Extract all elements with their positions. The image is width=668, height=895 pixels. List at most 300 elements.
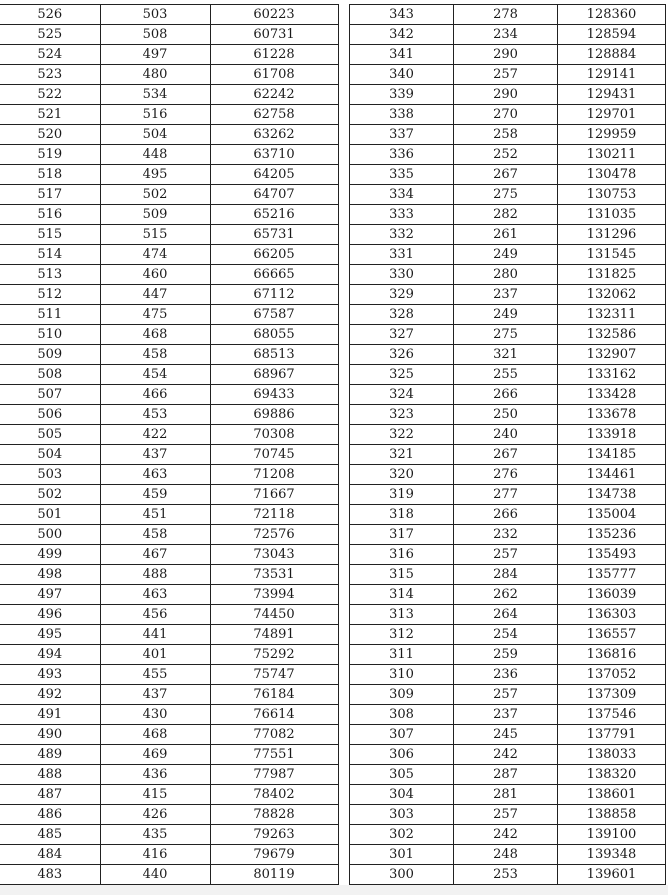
count-cell: 237 xyxy=(454,705,558,725)
count-cell: 284 xyxy=(454,565,558,585)
score-cell: 341 xyxy=(350,45,454,65)
table-row xyxy=(350,45,666,65)
table-row xyxy=(0,685,338,705)
cumulative-cell: 135777 xyxy=(558,565,666,585)
cumulative-cell: 69433 xyxy=(210,385,338,405)
cumulative-cell: 133918 xyxy=(558,425,666,445)
count-cell: 468 xyxy=(100,325,210,345)
count-cell: 282 xyxy=(454,205,558,225)
cumulative-cell: 75292 xyxy=(210,645,338,665)
score-cell: 498 xyxy=(0,565,100,585)
count-cell: 495 xyxy=(100,165,210,185)
score-cell: 329 xyxy=(350,285,454,305)
score-cell: 509 xyxy=(0,345,100,365)
count-cell: 454 xyxy=(100,365,210,385)
cumulative-cell: 137309 xyxy=(558,685,666,705)
count-cell: 290 xyxy=(454,85,558,105)
count-cell: 458 xyxy=(100,525,210,545)
count-cell: 441 xyxy=(100,625,210,645)
cumulative-cell: 79679 xyxy=(210,845,338,865)
count-cell: 262 xyxy=(454,585,558,605)
count-cell: 287 xyxy=(454,765,558,785)
cumulative-cell: 75747 xyxy=(210,665,338,685)
cumulative-cell: 65216 xyxy=(210,205,338,225)
score-cell: 526 xyxy=(0,5,100,25)
cumulative-cell: 134461 xyxy=(558,465,666,485)
table-row xyxy=(350,365,666,385)
cumulative-cell: 67587 xyxy=(210,305,338,325)
table-row xyxy=(350,585,666,605)
score-cell: 312 xyxy=(350,625,454,645)
table-row xyxy=(0,625,338,645)
cumulative-cell: 66665 xyxy=(210,265,338,285)
score-cell: 333 xyxy=(350,205,454,225)
score-cell: 321 xyxy=(350,445,454,465)
table-row xyxy=(0,345,338,365)
table-row xyxy=(0,405,338,425)
count-cell: 455 xyxy=(100,665,210,685)
table-row xyxy=(350,525,666,545)
count-cell: 437 xyxy=(100,445,210,465)
cumulative-cell: 139100 xyxy=(558,825,666,845)
table-row xyxy=(0,725,338,745)
cumulative-cell: 71208 xyxy=(210,465,338,485)
cumulative-cell: 133162 xyxy=(558,365,666,385)
score-cell: 485 xyxy=(0,825,100,845)
count-cell: 253 xyxy=(454,865,558,885)
table-row xyxy=(350,385,666,405)
cumulative-cell: 137791 xyxy=(558,725,666,745)
cumulative-cell: 130753 xyxy=(558,185,666,205)
count-cell: 290 xyxy=(454,45,558,65)
count-cell: 264 xyxy=(454,605,558,625)
score-cell: 332 xyxy=(350,225,454,245)
table-row xyxy=(350,225,666,245)
table-row xyxy=(350,645,666,665)
count-cell: 468 xyxy=(100,725,210,745)
cumulative-cell: 73043 xyxy=(210,545,338,565)
score-cell: 516 xyxy=(0,205,100,225)
cumulative-cell: 135004 xyxy=(558,505,666,525)
score-cell: 314 xyxy=(350,585,454,605)
count-cell: 415 xyxy=(100,785,210,805)
score-cell: 483 xyxy=(0,865,100,885)
cumulative-cell: 76184 xyxy=(210,685,338,705)
cumulative-cell: 67112 xyxy=(210,285,338,305)
count-cell: 249 xyxy=(454,305,558,325)
cumulative-cell: 138858 xyxy=(558,805,666,825)
score-cell: 518 xyxy=(0,165,100,185)
score-cell: 304 xyxy=(350,785,454,805)
score-cell: 506 xyxy=(0,405,100,425)
score-cell: 340 xyxy=(350,65,454,85)
score-cell: 337 xyxy=(350,125,454,145)
cumulative-cell: 129431 xyxy=(558,85,666,105)
count-cell: 448 xyxy=(100,145,210,165)
table-row xyxy=(350,825,666,845)
score-cell: 313 xyxy=(350,605,454,625)
table-row xyxy=(0,65,338,85)
cumulative-cell: 131035 xyxy=(558,205,666,225)
cumulative-cell: 135236 xyxy=(558,525,666,545)
count-cell: 534 xyxy=(100,85,210,105)
table-row xyxy=(0,525,338,545)
score-cell: 320 xyxy=(350,465,454,485)
table-row xyxy=(350,505,666,525)
count-cell: 458 xyxy=(100,345,210,365)
table-row xyxy=(0,125,338,145)
table-row xyxy=(350,205,666,225)
cumulative-cell: 78828 xyxy=(210,805,338,825)
cumulative-cell: 130478 xyxy=(558,165,666,185)
score-cell: 326 xyxy=(350,345,454,365)
cumulative-cell: 70308 xyxy=(210,425,338,445)
cumulative-cell: 77551 xyxy=(210,745,338,765)
count-cell: 475 xyxy=(100,305,210,325)
count-cell: 236 xyxy=(454,665,558,685)
score-cell: 492 xyxy=(0,685,100,705)
table-row xyxy=(0,245,338,265)
score-cell: 495 xyxy=(0,625,100,645)
right-table-body xyxy=(350,5,666,885)
table-row xyxy=(0,765,338,785)
bottom-margin xyxy=(0,885,668,895)
table-row xyxy=(350,125,666,145)
cumulative-cell: 135493 xyxy=(558,545,666,565)
table-row xyxy=(350,765,666,785)
count-cell: 447 xyxy=(100,285,210,305)
table-row xyxy=(0,465,338,485)
table-row xyxy=(0,805,338,825)
table-row xyxy=(0,325,338,345)
table-row xyxy=(0,105,338,125)
count-cell: 509 xyxy=(100,205,210,225)
score-cell: 525 xyxy=(0,25,100,45)
score-cell: 493 xyxy=(0,665,100,685)
score-cell: 303 xyxy=(350,805,454,825)
table-row xyxy=(0,705,338,725)
table-row xyxy=(0,485,338,505)
score-cell: 510 xyxy=(0,325,100,345)
cumulative-cell: 62242 xyxy=(210,85,338,105)
table-row xyxy=(0,745,338,765)
score-cell: 500 xyxy=(0,525,100,545)
table-row xyxy=(350,665,666,685)
cumulative-cell: 139601 xyxy=(558,865,666,885)
count-cell: 515 xyxy=(100,225,210,245)
score-cell: 499 xyxy=(0,545,100,565)
score-cell: 497 xyxy=(0,585,100,605)
cumulative-cell: 131825 xyxy=(558,265,666,285)
table-row xyxy=(350,685,666,705)
count-cell: 463 xyxy=(100,465,210,485)
score-cell: 323 xyxy=(350,405,454,425)
cumulative-cell: 136557 xyxy=(558,625,666,645)
count-cell: 255 xyxy=(454,365,558,385)
table-row xyxy=(350,245,666,265)
cumulative-cell: 70745 xyxy=(210,445,338,465)
table-row xyxy=(0,605,338,625)
cumulative-cell: 136303 xyxy=(558,605,666,625)
table-row xyxy=(0,825,338,845)
table-row xyxy=(350,305,666,325)
score-cell: 521 xyxy=(0,105,100,125)
score-cell: 300 xyxy=(350,865,454,885)
table-row xyxy=(350,105,666,125)
count-cell: 466 xyxy=(100,385,210,405)
score-cell: 491 xyxy=(0,705,100,725)
score-cell: 519 xyxy=(0,145,100,165)
count-cell: 249 xyxy=(454,245,558,265)
table-row xyxy=(350,405,666,425)
cumulative-cell: 136039 xyxy=(558,585,666,605)
cumulative-cell: 64707 xyxy=(210,185,338,205)
score-cell: 512 xyxy=(0,285,100,305)
table-row xyxy=(0,385,338,405)
count-cell: 275 xyxy=(454,325,558,345)
table-row xyxy=(350,145,666,165)
score-cell: 301 xyxy=(350,845,454,865)
count-cell: 266 xyxy=(454,505,558,525)
table-row xyxy=(350,625,666,645)
score-cell: 331 xyxy=(350,245,454,265)
score-cell: 342 xyxy=(350,25,454,45)
score-cell: 322 xyxy=(350,425,454,445)
cumulative-cell: 131296 xyxy=(558,225,666,245)
count-cell: 275 xyxy=(454,185,558,205)
count-cell: 267 xyxy=(454,445,558,465)
count-cell: 266 xyxy=(454,385,558,405)
count-cell: 270 xyxy=(454,105,558,125)
cumulative-cell: 132907 xyxy=(558,345,666,365)
count-cell: 276 xyxy=(454,465,558,485)
score-cell: 315 xyxy=(350,565,454,585)
score-cell: 486 xyxy=(0,805,100,825)
table-row xyxy=(350,485,666,505)
count-cell: 456 xyxy=(100,605,210,625)
table-row xyxy=(0,25,338,45)
score-cell: 343 xyxy=(350,5,454,25)
cumulative-cell: 74891 xyxy=(210,625,338,645)
count-cell: 474 xyxy=(100,245,210,265)
score-cell: 490 xyxy=(0,725,100,745)
table-row xyxy=(350,345,666,365)
score-cell: 308 xyxy=(350,705,454,725)
count-cell: 488 xyxy=(100,565,210,585)
count-cell: 232 xyxy=(454,525,558,545)
count-cell: 440 xyxy=(100,865,210,885)
score-cell: 503 xyxy=(0,465,100,485)
count-cell: 257 xyxy=(454,545,558,565)
cumulative-cell: 69886 xyxy=(210,405,338,425)
score-cell: 324 xyxy=(350,385,454,405)
score-cell: 522 xyxy=(0,85,100,105)
table-row xyxy=(0,445,338,465)
cumulative-cell: 139348 xyxy=(558,845,666,865)
cumulative-cell: 63262 xyxy=(210,125,338,145)
count-cell: 435 xyxy=(100,825,210,845)
count-cell: 469 xyxy=(100,745,210,765)
cumulative-cell: 133678 xyxy=(558,405,666,425)
cumulative-cell: 68513 xyxy=(210,345,338,365)
count-cell: 422 xyxy=(100,425,210,445)
cumulative-cell: 130211 xyxy=(558,145,666,165)
score-cell: 513 xyxy=(0,265,100,285)
table-row xyxy=(350,785,666,805)
score-cell: 338 xyxy=(350,105,454,125)
score-cell: 505 xyxy=(0,425,100,445)
score-cell: 336 xyxy=(350,145,454,165)
cumulative-cell: 72576 xyxy=(210,525,338,545)
right-score-table xyxy=(349,4,666,885)
cumulative-cell: 78402 xyxy=(210,785,338,805)
cumulative-cell: 128360 xyxy=(558,5,666,25)
cumulative-cell: 138320 xyxy=(558,765,666,785)
count-cell: 460 xyxy=(100,265,210,285)
count-cell: 480 xyxy=(100,65,210,85)
cumulative-cell: 137546 xyxy=(558,705,666,725)
cumulative-cell: 132586 xyxy=(558,325,666,345)
table-row xyxy=(0,565,338,585)
score-cell: 318 xyxy=(350,505,454,525)
table-row xyxy=(0,425,338,445)
cumulative-cell: 129141 xyxy=(558,65,666,85)
count-cell: 267 xyxy=(454,165,558,185)
table-row xyxy=(0,865,338,885)
table-row xyxy=(350,425,666,445)
score-cell: 319 xyxy=(350,485,454,505)
score-cell: 330 xyxy=(350,265,454,285)
cumulative-cell: 66205 xyxy=(210,245,338,265)
cumulative-cell: 79263 xyxy=(210,825,338,845)
count-cell: 257 xyxy=(454,65,558,85)
table-row xyxy=(0,305,338,325)
count-cell: 240 xyxy=(454,425,558,445)
count-cell: 453 xyxy=(100,405,210,425)
cumulative-cell: 138601 xyxy=(558,785,666,805)
table-row xyxy=(0,285,338,305)
count-cell: 504 xyxy=(100,125,210,145)
score-cell: 316 xyxy=(350,545,454,565)
table-row xyxy=(350,265,666,285)
table-row xyxy=(350,865,666,885)
cumulative-cell: 136816 xyxy=(558,645,666,665)
count-cell: 259 xyxy=(454,645,558,665)
score-cell: 328 xyxy=(350,305,454,325)
table-row xyxy=(0,185,338,205)
score-cell: 306 xyxy=(350,745,454,765)
score-cell: 507 xyxy=(0,385,100,405)
table-row xyxy=(350,745,666,765)
score-cell: 317 xyxy=(350,525,454,545)
table-row xyxy=(0,665,338,685)
table-row xyxy=(0,145,338,165)
count-cell: 321 xyxy=(454,345,558,365)
score-cell: 501 xyxy=(0,505,100,525)
table-row xyxy=(0,585,338,605)
count-cell: 261 xyxy=(454,225,558,245)
score-cell: 487 xyxy=(0,785,100,805)
cumulative-cell: 138033 xyxy=(558,745,666,765)
count-cell: 254 xyxy=(454,625,558,645)
left-table-body xyxy=(0,5,338,885)
score-cell: 508 xyxy=(0,365,100,385)
cumulative-cell: 129701 xyxy=(558,105,666,125)
table-row xyxy=(350,545,666,565)
table-row xyxy=(350,725,666,745)
cumulative-cell: 62758 xyxy=(210,105,338,125)
count-cell: 234 xyxy=(454,25,558,45)
cumulative-cell: 74450 xyxy=(210,605,338,625)
count-cell: 516 xyxy=(100,105,210,125)
cumulative-cell: 134185 xyxy=(558,445,666,465)
table-row xyxy=(0,365,338,385)
score-cell: 307 xyxy=(350,725,454,745)
count-cell: 416 xyxy=(100,845,210,865)
score-cell: 496 xyxy=(0,605,100,625)
count-cell: 502 xyxy=(100,185,210,205)
cumulative-cell: 68967 xyxy=(210,365,338,385)
cumulative-cell: 71667 xyxy=(210,485,338,505)
cumulative-cell: 128884 xyxy=(558,45,666,65)
cumulative-cell: 73531 xyxy=(210,565,338,585)
table-row xyxy=(350,25,666,45)
score-cell: 309 xyxy=(350,685,454,705)
count-cell: 257 xyxy=(454,805,558,825)
score-cell: 302 xyxy=(350,825,454,845)
count-cell: 281 xyxy=(454,785,558,805)
cumulative-cell: 132062 xyxy=(558,285,666,305)
left-score-table xyxy=(0,4,339,885)
count-cell: 257 xyxy=(454,685,558,705)
cumulative-cell: 76614 xyxy=(210,705,338,725)
cumulative-cell: 65731 xyxy=(210,225,338,245)
score-cell: 504 xyxy=(0,445,100,465)
count-cell: 280 xyxy=(454,265,558,285)
cumulative-cell: 64205 xyxy=(210,165,338,185)
score-cell: 310 xyxy=(350,665,454,685)
table-row xyxy=(0,85,338,105)
count-cell: 277 xyxy=(454,485,558,505)
table-row xyxy=(350,805,666,825)
table-row xyxy=(0,45,338,65)
count-cell: 451 xyxy=(100,505,210,525)
count-cell: 497 xyxy=(100,45,210,65)
cumulative-cell: 72118 xyxy=(210,505,338,525)
table-row xyxy=(0,645,338,665)
cumulative-cell: 61228 xyxy=(210,45,338,65)
cumulative-cell: 131545 xyxy=(558,245,666,265)
cumulative-cell: 132311 xyxy=(558,305,666,325)
score-cell: 523 xyxy=(0,65,100,85)
table-row xyxy=(0,205,338,225)
table-row xyxy=(350,5,666,25)
table-row xyxy=(0,845,338,865)
cumulative-cell: 68055 xyxy=(210,325,338,345)
score-cell: 494 xyxy=(0,645,100,665)
cumulative-cell: 80119 xyxy=(210,865,338,885)
table-row xyxy=(0,5,338,25)
score-cell: 502 xyxy=(0,485,100,505)
table-row xyxy=(350,465,666,485)
table-row xyxy=(350,65,666,85)
count-cell: 459 xyxy=(100,485,210,505)
score-cell: 339 xyxy=(350,85,454,105)
count-cell: 430 xyxy=(100,705,210,725)
table-row xyxy=(0,265,338,285)
count-cell: 426 xyxy=(100,805,210,825)
count-cell: 250 xyxy=(454,405,558,425)
